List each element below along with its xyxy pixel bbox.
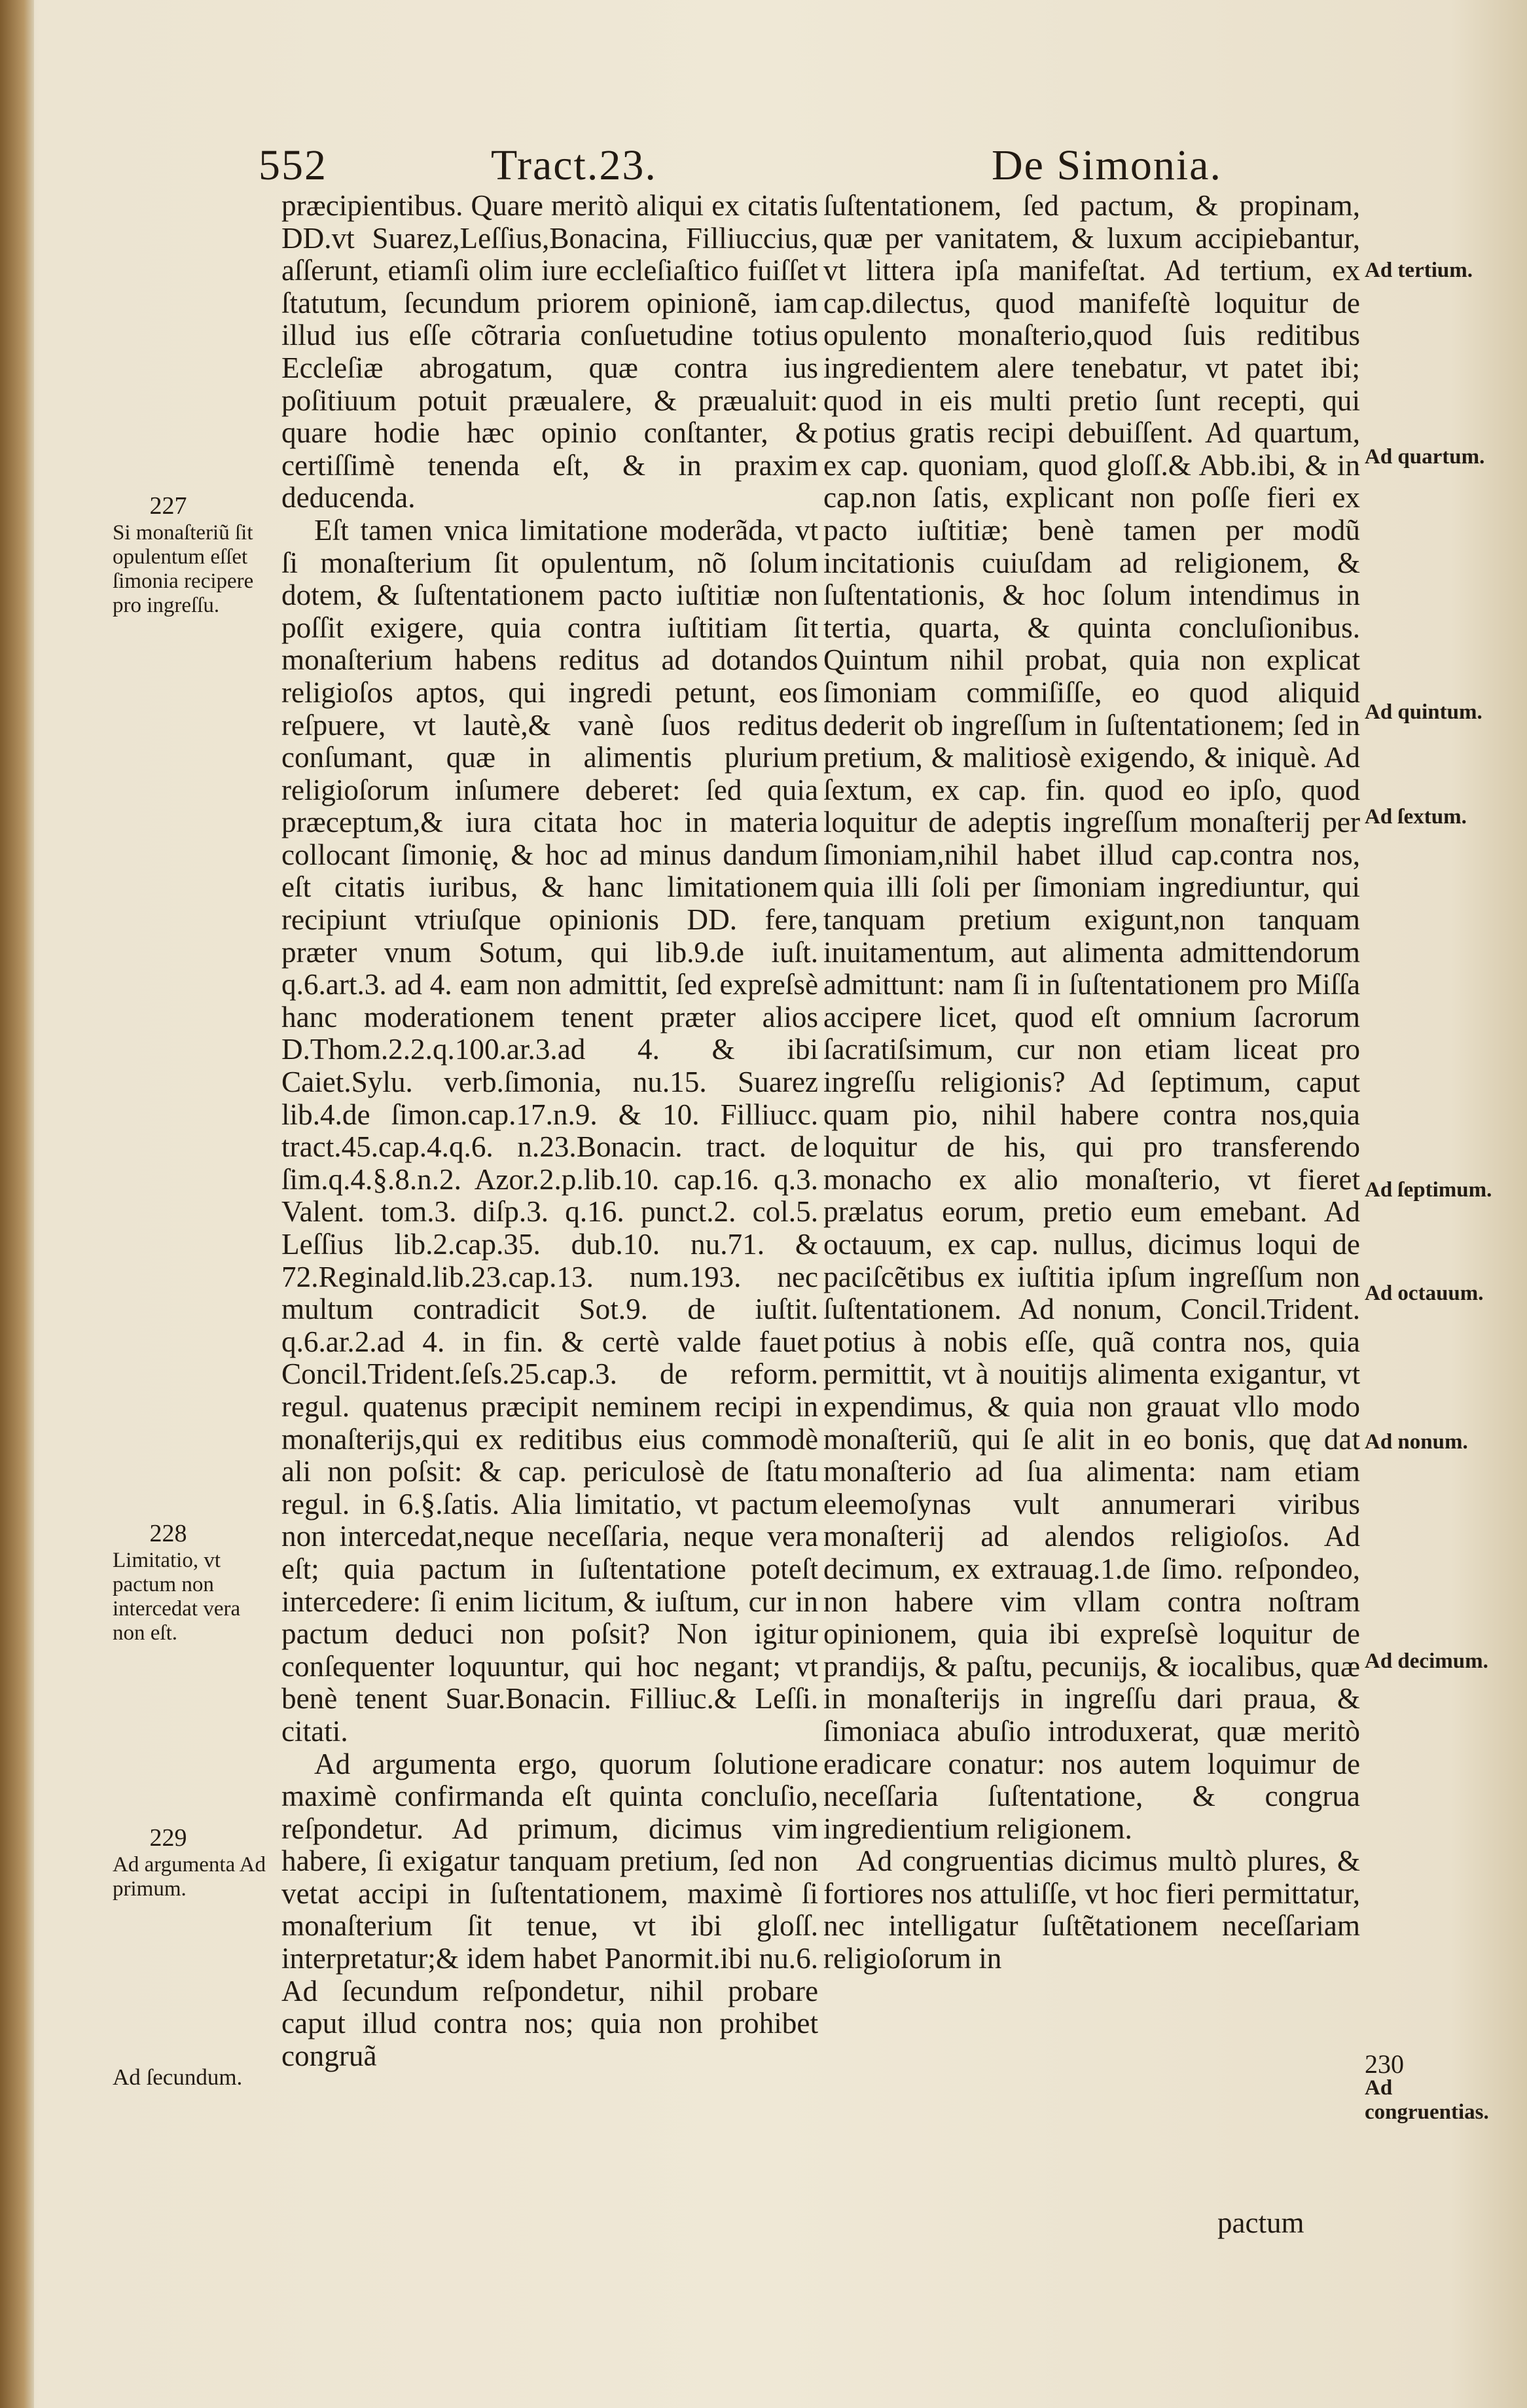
margin-note-right	[1365, 1282, 1522, 1306]
page-title: De Simonia.	[992, 141, 1222, 189]
margin-note-text: Ad octauum.	[1365, 1282, 1484, 1305]
margin-note-text: Ad argumenta Ad primum.	[113, 1853, 266, 1901]
margin-note-right	[1365, 805, 1522, 829]
margin-note-right	[1365, 1430, 1522, 1454]
tract-label: Tract.23.	[491, 141, 657, 189]
margin-note-text: Ad quartum.	[1365, 445, 1485, 469]
margin-note-text: Limitatio, vt pactum non intercedat vera non eſt.	[113, 1549, 241, 1645]
margin-note-text: Ad tertium.	[1365, 259, 1473, 282]
margin-note-text: Si monaſteriũ ſit opulentum eſſet ſimonia recipere pro ingreſſu.	[113, 521, 254, 617]
margin-note-text: Ad quintum.	[1365, 700, 1482, 724]
margin-note-text: Ad ſecundum.	[113, 2064, 243, 2090]
margin-note-right	[1365, 700, 1522, 725]
margin-note-right	[1365, 1649, 1522, 1674]
paragraph: Ad congruentias dicimus multò plures, & fortiores nos attuliſſe, vt hoc fieri permittatur, nec intelligatur ſuſtẽtationem neceſſariam religioſorum in	[823, 1844, 1360, 1975]
margin-note-left	[113, 2065, 276, 2089]
section-number: 227	[149, 492, 187, 520]
margin-note-right	[1365, 445, 1522, 469]
section-number: 229	[149, 1824, 187, 1852]
margin-note-text: Ad congruentias.	[1365, 2076, 1489, 2124]
page-number: 552	[259, 141, 327, 189]
section-number: 230	[1365, 2049, 1404, 2079]
margin-note-text: Ad decimum.	[1365, 1649, 1488, 1673]
running-header	[259, 134, 1240, 193]
left-text-column	[281, 190, 818, 2072]
margin-note-text: Ad ſextum.	[1365, 805, 1467, 829]
book-binding-edge	[0, 0, 34, 2408]
right-text-column	[823, 190, 1360, 1975]
margin-note-left	[113, 1826, 276, 1901]
paragraph: Eſt tamen vnica limitatione moderãda, vt ſi monaſterium ſit opulentum, nõ ſolum dotem, & ſuſtentationem pacto iuſtitiæ non poſſit exigere, quia contra iuſtitiam ſit monaſterium habens reditus ad dotandos religioſos aptos, qui ingredi petunt, eos reſpuere, vt lautè,& vanè ſuos reditus conſumant, quæ in alimentis plurium religioſorum inſumere deberet: ſed quia præceptum,& iura citata hoc in materia collocant ſimonię, & hoc ad minus dandum eſt citatis iuribus, & hanc limitationem recipiunt vtriuſque opinionis DD. fere, præter vnum Sotum, qui lib.9.de iuſt. q.6.art.3. ad 4. eam non admittit, ſed expreſsè hanc moderationem tenent præter alios D.Thom.2.2.q.100.ar.3.ad 4. & ibi Caiet.Sylu. verb.ſimonia, nu.15. Suarez lib.4.de ſimon.cap.17.n.9. & 10. Filliucc. tract.45.cap.4.q.6. n.23.Bonacin. tract. de ſim.q.4.§.8.n.2. Azor.2.p.lib.10. cap.16. q.3. Valent. tom.3. diſp.3. q.16. punct.2. col.5. Leſſius lib.2.cap.35. dub.10. nu.71. & 72.Reginald.lib.23.cap.13. num.193. nec multum contradicit Sot.9. de iuſtit. q.6.ar.2.ad 4. in fin. & certè valde fauet Concil.Trident.ſeſs.25.cap.3. de reform. regul. quatenus præcipit neminem recipi in monaſterijs,qui ex reditibus eius commodè ali non poſsit: & cap. periculosè de ſtatu regul. in 6.§.ſatis. Alia limitatio, vt pactum non intercedat,neque neceſſaria, neque vera eſt; quia pactum in ſuſtentatione poteſt intercedere: ſi enim licitum, & iuſtum, cur in pactum deduci non poſsit? Non igitur conſequenter loquuntur, qui hoc negant; vt benè tenent Suar.Bonacin. Filliuc.& Leſſi. citati.	[281, 513, 818, 1748]
section-number: 228	[149, 1520, 187, 1547]
margin-note-text: Ad nonum.	[1365, 1430, 1468, 1454]
paragraph: ſuſtentationem, ſed pactum, & propinam, quæ per vanitatem, & luxum accipiebantur, vt littera ipſa manifeſtat. Ad tertium, ex cap.dilectus, quod manifeſtè loquitur de opulento monaſterio,quod ſuis reditibus ingredientem alere tenebatur, vt patet ibi; quod in eis multi pretio ſunt recepti, qui potius gratis recipi debuiſſent. Ad quartum, ex cap. quoniam, quod gloſſ.& Abb.ibi, & in cap.non ſatis, explicant non poſſe fieri ex pacto iuſtitiæ; benè tamen per modũ incitationis cuiuſdam ad religionem, & ſuſtentationis, & hoc ſolum intendimus in tertia, quarta, & quinta concluſionibus. Quintum nihil probat, quia non explicat ſimoniam commiſiſſe, eo quod aliquid dederit ob ingreſſum in ſuſtentationem; ſed in pretium, & malitiosè exigendo, & iniquè. Ad ſextum, ex cap. fin. quod eo ipſo, quod loquitur de adeptis ingreſſum monaſterij per ſimoniam,nihil habet illud cap.contra nos, quia illi ſoli per ſimoniam ingrediuntur, qui tanquam pretium exigunt,non tanquam inuitamentum, aut alimenta admittendorum admittunt: nam ſi in ſuſtentationem pro Miſſa accipere licet, quod eſt omnium ſacrorum ſacratiſsimum, cur non etiam liceat pro ingreſſu religionis? Ad ſeptimum, caput quam pio, nihil habere contra nos,quia loquitur de his, qui pro transferendo monacho ex alio monaſterio, vt fieret prælatus eorum, pretio eum emebant. Ad octauum, ex cap. nullus, dicimus loqui de paciſcẽtibus ex iuſtitia ipſum ingreſſum non ſuſtentationem. Ad nonum, Concil.Trident. potius à nobis eſſe, quã contra nos, quia permittit, vt à nouitijs alimenta exigantur, vt expendimus, & quia non grauat vllo modo monaſteriũ, qui ſe alit in eo bonis, quę dat monaſterio ad ſua alimenta: nam etiam eleemoſynas vult annumerari viribus monaſterij ad alendos religioſos. Ad decimum, ex extrauag.1.de ſimo. reſpondeo, non habere vim vllam contra noſtram opinionem, quia ibi expreſsè loquitur de prandijs, & paſtu, pecunijs, & iocalibus, quæ in monaſterijs in ingreſſu dari praua, & ſimoniaca abuſio introduxerat, quæ meritò eradicare conatur: nos autem loquimur de neceſſaria ſuſtentatione, & congrua ingredientium religionem.	[823, 189, 1360, 1845]
margin-note-right	[1365, 1178, 1522, 1202]
catchword: pactum	[1217, 2206, 1304, 2239]
paragraph: præcipientibus. Quare meritò aliqui ex citatis DD.vt Suarez,Leſſius,Bonacina, Filliuccius, aſſerunt, etiamſi olim iure eccleſiaſtico fuiſſet ſtatutum, ſecundum priorem opinionẽ, iam illud ius eſſe cõtraria conſuetudine totius Eccleſiæ abrogatum, quæ contra ius poſitiuum potuit præualere, & præualuit: quare hodie hæc opinio conſtanter, & certiſſimè tenenda eſt, & in praxim deducenda.	[281, 189, 818, 514]
margin-note-right	[1365, 259, 1522, 283]
margin-note-right	[1365, 2049, 1522, 2125]
margin-note-text: Ad ſeptimum.	[1365, 1178, 1492, 1202]
margin-note-left	[113, 494, 276, 618]
paragraph: Ad argumenta ergo, quorum ſolutione maximè confirmanda eſt quinta concluſio, reſpondetur. Ad primum, dicimus vim habere, ſi exigatur tanquam pretium, ſed non vetat accipi in ſuſtentationem, maximè ſi monaſterium ſit tenue, vt ibi gloſſ. interpretatur;& idem habet Panormit.ibi nu.6. Ad ſecundum reſpondetur, nihil probare caput illud contra nos; quia non prohibet congruã	[281, 1747, 818, 2072]
margin-note-left	[113, 1522, 276, 1645]
